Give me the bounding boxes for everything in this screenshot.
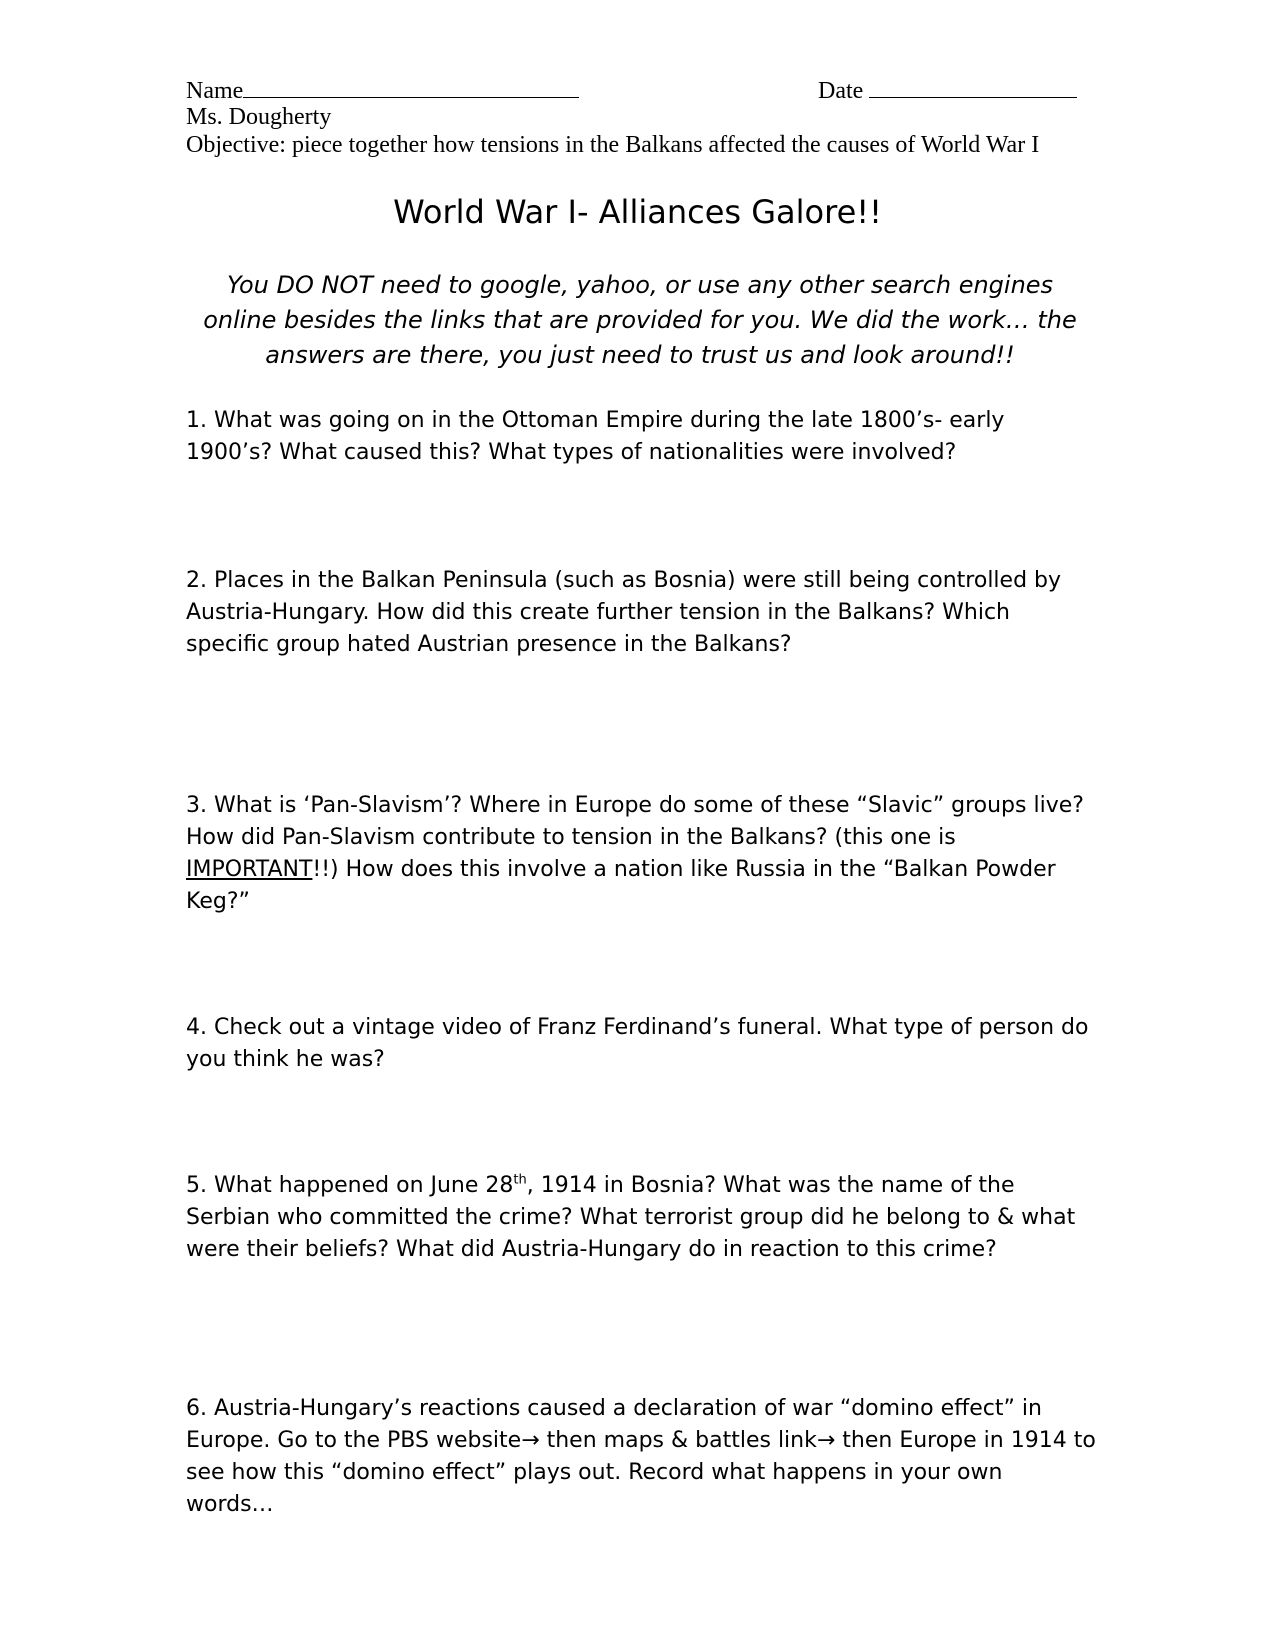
- question-6: 6. Austria-Hungary’s reactions caused a declaration of war “domino effect” in Europe. Go to the PBS website→ then maps & battles link→ then Europe in 1914 to see how this “domino effect” plays out. Record what happens in your own words…: [186, 1396, 1096, 1517]
- objective-text: Objective: piece together how tensions in the Balkans affected the causes of World War I: [186, 132, 1040, 158]
- question-4: 4. Check out a vintage video of Franz Ferdinand’s funeral. What type of person do you think he was?: [186, 1015, 1089, 1072]
- name-field[interactable]: [186, 75, 596, 105]
- question-2: 2. Places in the Balkan Peninsula (such as Bosnia) were still being controlled by Austria-Hungary. How did this create further tension in the Balkans? Which specific group hated Austrian presence in the Balkans?: [186, 568, 1062, 657]
- question-3: [186, 790, 1096, 918]
- date-label: Date: [818, 78, 864, 104]
- name-label: Name: [186, 78, 244, 104]
- question-3-text-start: 3. What is ‘Pan-Slavism’? Where in Europe do some of these “Slavic” groups live? How did Pan-Slavism contribute to tension in the Balkans? (this one is: [186, 793, 1084, 850]
- important-emphasis: IMPORTANT: [186, 857, 313, 882]
- instructions-text: You DO NOT need to google, yahoo, or use any other search engines online besides the links that are provided for you. We did the work… the answers are there, you just need to trust us and look around!!: [203, 271, 1077, 369]
- question-5-text-end: , 1914 in Bosnia? What was the name of the Serbian who committed the crime? What terrorist group did he belong to & what were their beliefs? What did Austria-Hungary do in reaction to this crime?: [186, 1173, 1076, 1262]
- question-5-text-start: 5. What happened on June 28: [186, 1173, 514, 1198]
- teacher-name: Ms. Dougherty: [186, 104, 332, 130]
- question-5: [186, 1170, 1096, 1266]
- ordinal-superscript: th: [513, 1172, 527, 1188]
- name-blank-line[interactable]: [243, 75, 579, 98]
- date-blank-line[interactable]: [869, 75, 1077, 98]
- question-3-text-end: !!) How does this involve a nation like Russia in the “Balkan Powder Keg?”: [186, 857, 1056, 914]
- question-1: 1. What was going on in the Ottoman Empire during the late 1800’s- early 1900’s? What caused this? What types of nationalities were involved?: [186, 408, 1005, 465]
- date-field[interactable]: [818, 75, 1098, 105]
- page-title: World War I- Alliances Galore!!: [393, 193, 882, 231]
